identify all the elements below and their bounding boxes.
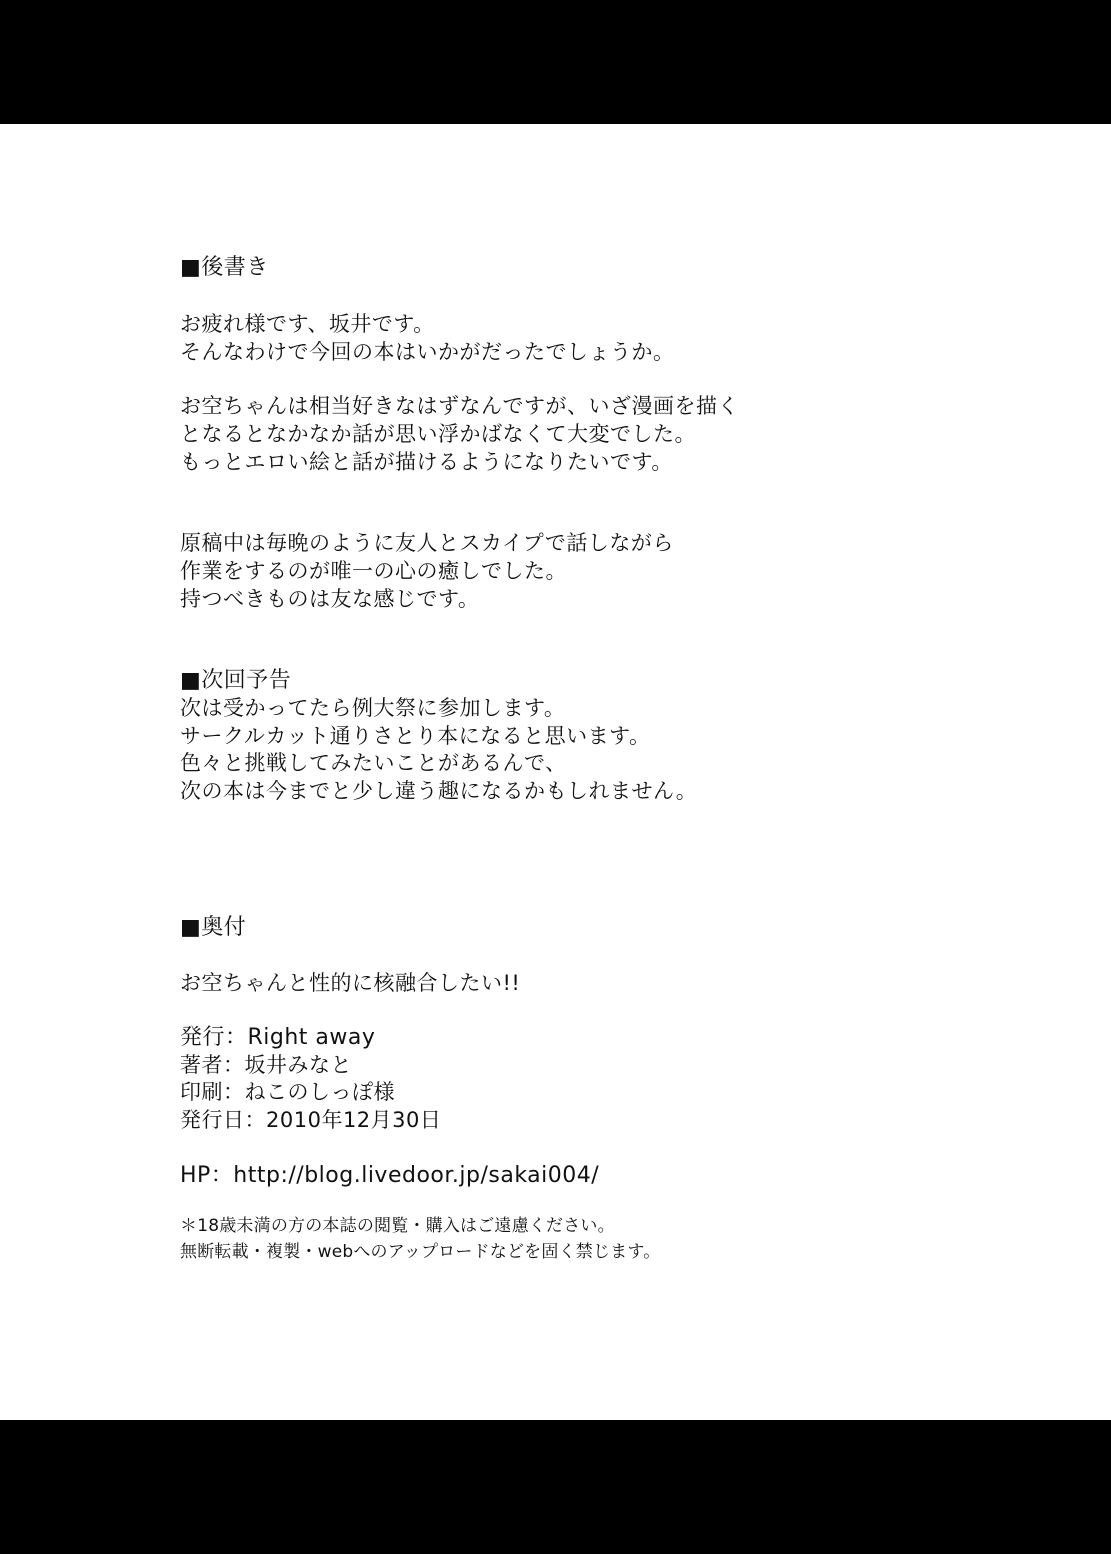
author-line: 著者：坂井みなと bbox=[180, 1053, 352, 1077]
afterword-text-line: 持つべきものは友な感じです。 bbox=[180, 587, 480, 611]
next-issue-line: 次の本は今までと少し違う趣になるかもしれません。 bbox=[180, 779, 698, 803]
afterword-text-line: そんなわけで今回の本はいかがだったでしょうか。 bbox=[180, 340, 675, 364]
next-issue-line: 色々と挑戦してみたいことがあるんで、 bbox=[180, 751, 567, 775]
afterword-text-line: 作業をするのが唯一の心の癒しでした。 bbox=[180, 559, 567, 583]
next-issue-line: 次は受かってたら例大祭に参加します。 bbox=[180, 696, 566, 720]
next-issue-line: サークルカット通りさとり本になると思います。 bbox=[180, 724, 651, 748]
book-title: お空ちゃんと性的に核融合したい!! bbox=[180, 971, 521, 995]
homepage-url: HP：http://blog.livedoor.jp/sakai004/ bbox=[180, 1163, 600, 1188]
afterword-text-line: お疲れ様です、坂井です。 bbox=[180, 312, 435, 336]
next-issue-heading: ■次回予告 bbox=[180, 668, 292, 693]
copyright-notice: 無断転載・複製・webへのアップロードなどを固く禁じます。 bbox=[180, 1242, 661, 1262]
afterword-page bbox=[0, 124, 1111, 1420]
afterword-heading: ■後書き bbox=[180, 255, 269, 280]
colophon-heading: ■奥付 bbox=[180, 915, 247, 940]
afterword-text-line: もっとエロい絵と話が描けるようになりたいです。 bbox=[180, 450, 673, 474]
publisher-line: 発行：Right away bbox=[180, 1025, 376, 1050]
printer-line: 印刷：ねこのしっぽ様 bbox=[180, 1080, 395, 1104]
age-restriction-notice: ＊18歳未満の方の本誌の閲覧・購入はご遠慮ください。 bbox=[180, 1216, 615, 1236]
afterword-text-line: お空ちゃんは相当好きなはずなんですが、いざ漫画を描く bbox=[180, 394, 739, 418]
afterword-text-line: 原稿中は毎晩のように友人とスカイプで話しながら bbox=[180, 531, 674, 555]
afterword-text-line: となるとなかなか話が思い浮かばなくて大変でした。 bbox=[180, 422, 696, 446]
publication-date-line: 発行日：2010年12月30日 bbox=[180, 1108, 442, 1132]
